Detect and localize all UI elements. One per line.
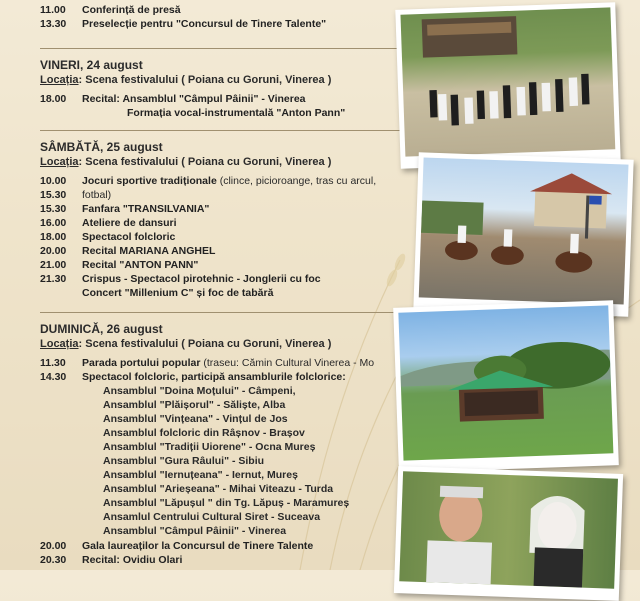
location-duminica: Locația: Scena festivalului ( Poiana cu Goruni, Vinerea ) (40, 338, 332, 350)
ensemble-item: Ansamblul "Gura Râului" - Sibiu (103, 455, 265, 467)
ensemble-item: Ansamblul folcloric din Râșnov - Brașov (103, 427, 305, 439)
event: Preselecție pentru "Concursul de Tinere Talente" (82, 18, 327, 30)
program-line: 21.00 Recital "ANTON PANN" (40, 259, 199, 271)
ensemble-item: Ansamblul "Lăpușul " din Tg. Lăpuș - Maramureș (103, 497, 350, 509)
ensemble-item: Ansamblul "Câmpul Pâinii" - Vinerea (103, 525, 287, 537)
divider (40, 130, 400, 131)
photo-portraits (394, 466, 623, 601)
riders-illustration (419, 157, 629, 304)
program-line: 15.30 fotbal) (40, 189, 112, 201)
photo-stage-meadow (393, 300, 619, 473)
program-line: 14.30 Spectacol folcloric, participă ansamblurile folclorice: (40, 371, 346, 383)
program-line: Concert "Millenium C" și foc de tabără (82, 287, 274, 299)
stage-illustration (398, 305, 613, 460)
program-line: 18.00 Spectacol folcloric (40, 231, 176, 243)
ensemble-item: Ansamblul "Plăișorul" - Săliște, Alba (103, 399, 286, 411)
ensemble-item: Ansamblul "Doina Moțului" - Câmpeni, (103, 385, 296, 397)
divider (40, 48, 400, 49)
portraits-illustration (399, 471, 618, 588)
day-heading-duminica: DUMINICĂ, 26 august (40, 322, 163, 336)
ensemble-item: Ansamblul "Iernuțeana" - Iernut, Mureș (103, 469, 298, 481)
day-heading-vineri: VINERI, 24 august (40, 58, 143, 72)
program-line: 21.30 Crispus - Spectacol pirotehnic - Jonglerii cu foc (40, 273, 321, 285)
ensemble-item: Ansamlul Centrului Cultural Siret - Suceava (103, 511, 321, 523)
photo-horse-riders (413, 152, 633, 316)
program-line: 16.00 Ateliere de dansuri (40, 217, 177, 229)
location-sambata: Locația: Scena festivalului ( Poiana cu Goruni, Vinerea ) (40, 156, 332, 168)
location-vineri: Locația: Scena festivalului ( Poiana cu Goruni, Vinerea ) (40, 74, 332, 86)
program-line: 11.30 Parada portului popular (traseu: Cămin Cultural Vinerea - Mo (40, 357, 375, 369)
dancers-illustration (400, 7, 615, 156)
day-heading-sambata: SÂMBĂTĂ, 25 august (40, 140, 163, 154)
ensemble-item: Ansamblul "Vințeana" - Vințul de Jos (103, 413, 288, 425)
divider (40, 312, 400, 313)
ensemble-item: Ansamblul "Arieșeana" - Mihai Viteazu - Turda (103, 483, 334, 495)
time: 11.00 (40, 4, 66, 16)
program-line: 10.00 Jocuri sportive tradiționale (clince, picioroange, tras cu arcul, (40, 175, 377, 187)
program-line: 18.00 Recital: Ansamblul "Câmpul Pâinii" - Vinerea (40, 93, 306, 105)
time: 13.30 (40, 18, 67, 30)
program-line (40, 18, 326, 31)
program-line (40, 4, 181, 17)
event: Conferință de presă (82, 4, 181, 16)
photo-folk-dance (395, 2, 620, 169)
program-line: Formația vocal-instrumentală "Anton Pann" (127, 107, 346, 119)
program-line: 20.30 Recital: Ovidiu Olari (40, 554, 183, 566)
ensemble-item: Ansamblul "Tradiții Uiorene" - Ocna Mureș (103, 441, 316, 453)
program-line: 20.00 Gala laureaților la Concursul de Tinere Talente (40, 540, 314, 552)
program-line: 20.00 Recital MARIANA ANGHEL (40, 245, 216, 257)
program-line: 15.30 Fanfara "TRANSILVANIA" (40, 203, 210, 215)
